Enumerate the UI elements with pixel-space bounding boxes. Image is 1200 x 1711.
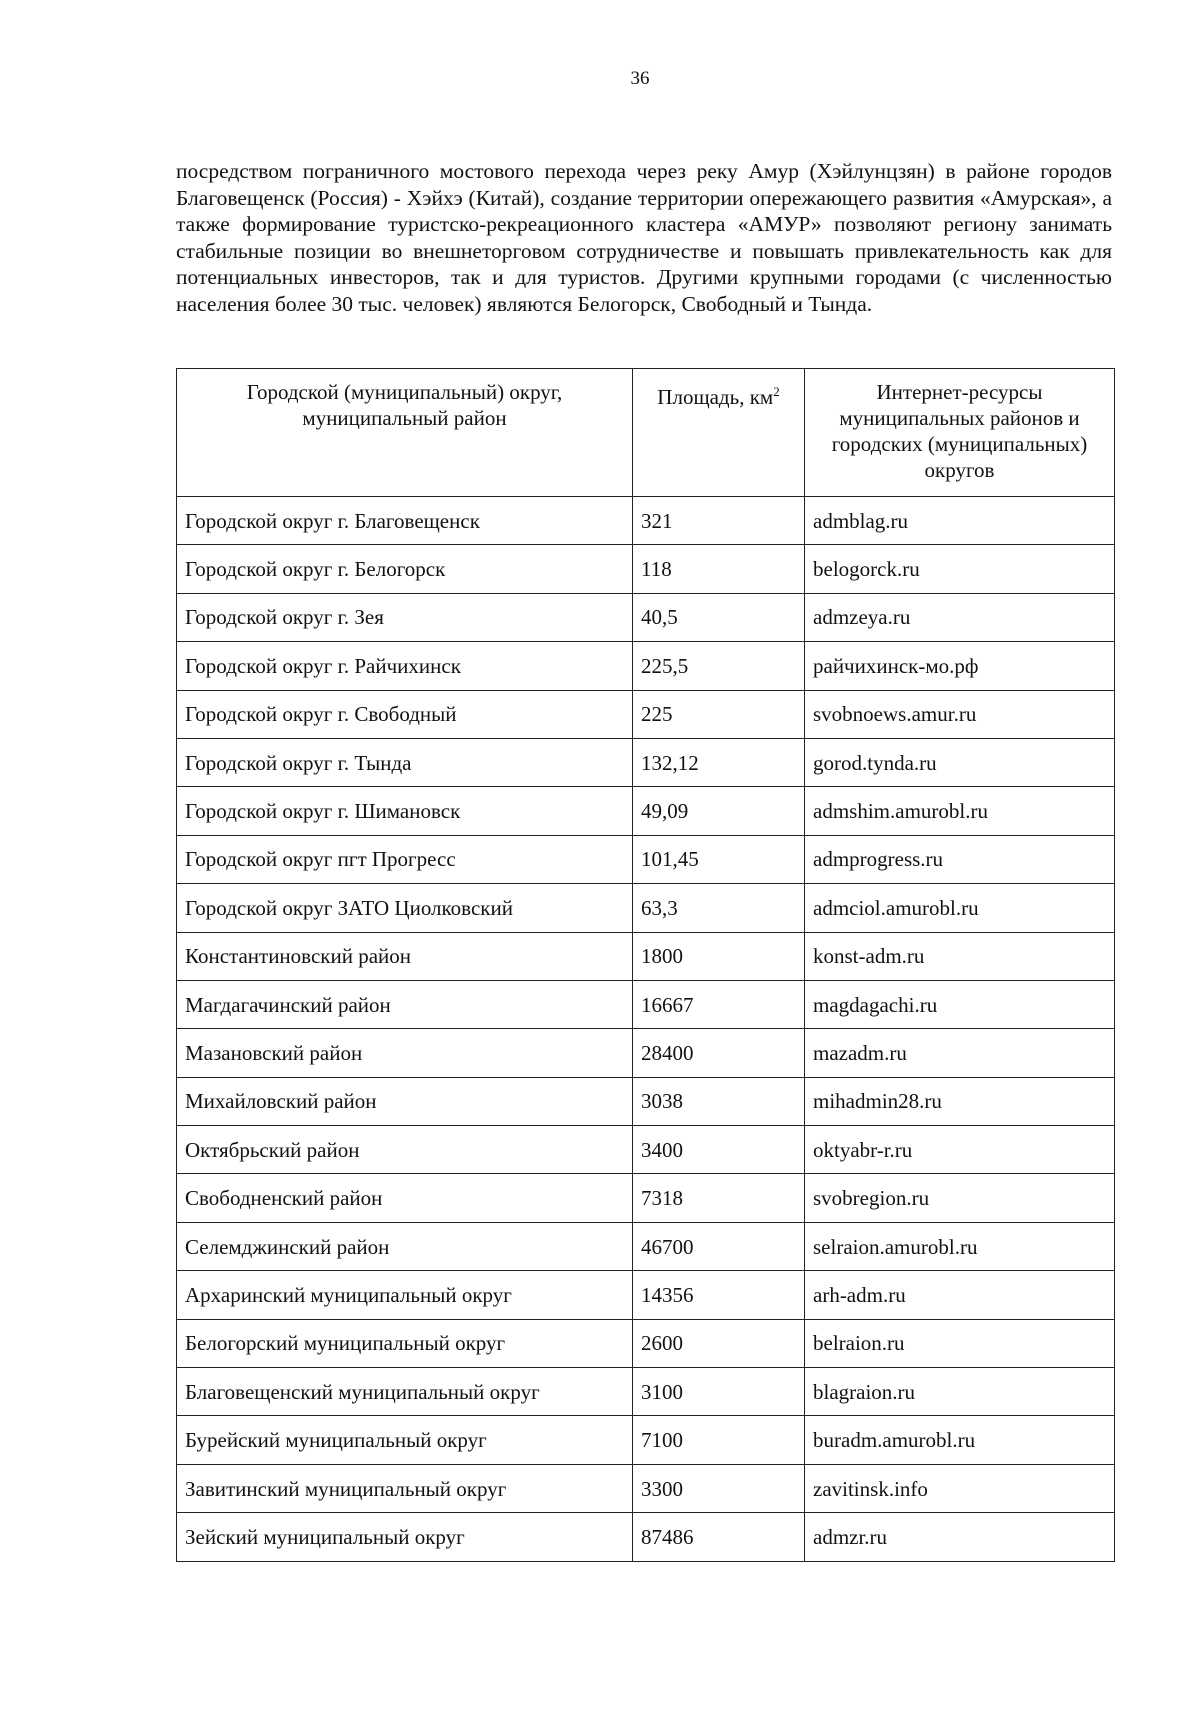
cell-area: 3400	[633, 1126, 805, 1174]
cell-district-name: Михайловский район	[177, 1077, 633, 1125]
cell-website: oktyabr-r.ru	[805, 1126, 1115, 1174]
cell-area: 87486	[633, 1513, 805, 1561]
intro-paragraph: посредством пограничного мостового перехода через реку Амур (Хэйлунцзян) в районе городов Благовещенск (Россия) - Хэйхэ (Китай), создание территории опережающего развития «Амурская», а также формирование туристско-рекреационного кластера «АМУР» позволяют региону занимать стабильные позиции во внешнеторговом сотрудничестве и повышать привлекательность как для потенциальных инвесторов, так и для туристов. Другими крупными городами (с численностью населения более 30 тыс. человек) являются Белогорск, Свободный и Тында.	[176, 159, 1112, 316]
cell-area: 3100	[633, 1368, 805, 1416]
table-row	[177, 642, 1115, 690]
cell-area: 49,09	[633, 787, 805, 835]
table-row	[177, 1222, 1115, 1270]
header-area-label: Площадь, км	[657, 385, 774, 409]
cell-website: magdagachi.ru	[805, 980, 1115, 1028]
cell-district-name: Бурейский муниципальный округ	[177, 1416, 633, 1464]
cell-website: mazadm.ru	[805, 1029, 1115, 1077]
cell-website: arh-adm.ru	[805, 1271, 1115, 1319]
table-row	[177, 835, 1115, 883]
cell-website: райчихинск-мо.рф	[805, 642, 1115, 690]
cell-district-name: Магдагачинский район	[177, 980, 633, 1028]
header-resources: Интернет-ресурсы муниципальных районов и городских (муниципальных) округов	[805, 369, 1115, 497]
header-area	[633, 369, 805, 497]
cell-website: admshim.amurobl.ru	[805, 787, 1115, 835]
header-area-superscript: 2	[773, 384, 780, 399]
cell-website: selraion.amurobl.ru	[805, 1222, 1115, 1270]
cell-district-name: Городской округ г. Райчихинск	[177, 642, 633, 690]
districts-table	[176, 368, 1115, 1562]
cell-district-name: Городской округ г. Свободный	[177, 690, 633, 738]
table-row	[177, 690, 1115, 738]
cell-website: svobregion.ru	[805, 1174, 1115, 1222]
cell-area: 14356	[633, 1271, 805, 1319]
cell-website: konst-adm.ru	[805, 932, 1115, 980]
table-row	[177, 593, 1115, 641]
cell-area: 63,3	[633, 884, 805, 932]
cell-area: 3300	[633, 1464, 805, 1512]
cell-area: 225	[633, 690, 805, 738]
cell-area: 7100	[633, 1416, 805, 1464]
cell-website: svobnoews.amur.ru	[805, 690, 1115, 738]
cell-district-name: Городской округ г. Белогорск	[177, 545, 633, 593]
cell-district-name: Городской округ ЗАТО Циолковский	[177, 884, 633, 932]
table-row	[177, 1029, 1115, 1077]
header-row	[177, 369, 1115, 497]
cell-district-name: Октябрьский район	[177, 1126, 633, 1174]
cell-area: 16667	[633, 980, 805, 1028]
table-row	[177, 1416, 1115, 1464]
cell-website: zavitinsk.info	[805, 1464, 1115, 1512]
table-row	[177, 1513, 1115, 1561]
cell-website: blagraion.ru	[805, 1368, 1115, 1416]
cell-area: 118	[633, 545, 805, 593]
cell-website: gorod.tynda.ru	[805, 738, 1115, 786]
table-row	[177, 1368, 1115, 1416]
table-row	[177, 1464, 1115, 1512]
cell-website: admzeya.ru	[805, 593, 1115, 641]
cell-website: admprogress.ru	[805, 835, 1115, 883]
table-row	[177, 787, 1115, 835]
table-row	[177, 497, 1115, 545]
cell-area: 225,5	[633, 642, 805, 690]
cell-area: 7318	[633, 1174, 805, 1222]
cell-district-name: Городской округ г. Благовещенск	[177, 497, 633, 545]
table-row	[177, 932, 1115, 980]
table-row	[177, 1271, 1115, 1319]
districts-table-container	[176, 368, 1115, 1562]
table-row	[177, 884, 1115, 932]
table-row	[177, 1077, 1115, 1125]
cell-area: 321	[633, 497, 805, 545]
cell-district-name: Константиновский район	[177, 932, 633, 980]
cell-district-name: Белогорский муниципальный округ	[177, 1319, 633, 1367]
cell-website: admciol.amurobl.ru	[805, 884, 1115, 932]
cell-area: 40,5	[633, 593, 805, 641]
cell-area: 101,45	[633, 835, 805, 883]
cell-district-name: Городской округ пгт Прогресс	[177, 835, 633, 883]
cell-district-name: Мазановский район	[177, 1029, 633, 1077]
cell-area: 46700	[633, 1222, 805, 1270]
cell-district-name: Селемджинский район	[177, 1222, 633, 1270]
table-row	[177, 545, 1115, 593]
cell-website: mihadmin28.ru	[805, 1077, 1115, 1125]
cell-district-name: Благовещенский муниципальный округ	[177, 1368, 633, 1416]
cell-website: admzr.ru	[805, 1513, 1115, 1561]
cell-website: belraion.ru	[805, 1319, 1115, 1367]
cell-website: admblag.ru	[805, 497, 1115, 545]
page-number: 36	[630, 68, 650, 89]
table-body	[177, 497, 1115, 1562]
table-row	[177, 1319, 1115, 1367]
cell-district-name: Городской округ г. Шимановск	[177, 787, 633, 835]
table-header	[177, 369, 1115, 497]
cell-area: 3038	[633, 1077, 805, 1125]
cell-district-name: Архаринский муниципальный округ	[177, 1271, 633, 1319]
table-row	[177, 1174, 1115, 1222]
cell-district-name: Зейский муниципальный округ	[177, 1513, 633, 1561]
cell-district-name: Городской округ г. Тында	[177, 738, 633, 786]
cell-district-name: Свободненский район	[177, 1174, 633, 1222]
cell-area: 2600	[633, 1319, 805, 1367]
cell-website: belogorck.ru	[805, 545, 1115, 593]
cell-area: 28400	[633, 1029, 805, 1077]
cell-area: 1800	[633, 932, 805, 980]
cell-website: buradm.amurobl.ru	[805, 1416, 1115, 1464]
cell-district-name: Завитинский муниципальный округ	[177, 1464, 633, 1512]
table-row	[177, 1126, 1115, 1174]
header-district: Городской (муниципальный) округ, муниципальный район	[177, 369, 633, 497]
cell-district-name: Городской округ г. Зея	[177, 593, 633, 641]
table-row	[177, 738, 1115, 786]
table-row	[177, 980, 1115, 1028]
cell-area: 132,12	[633, 738, 805, 786]
